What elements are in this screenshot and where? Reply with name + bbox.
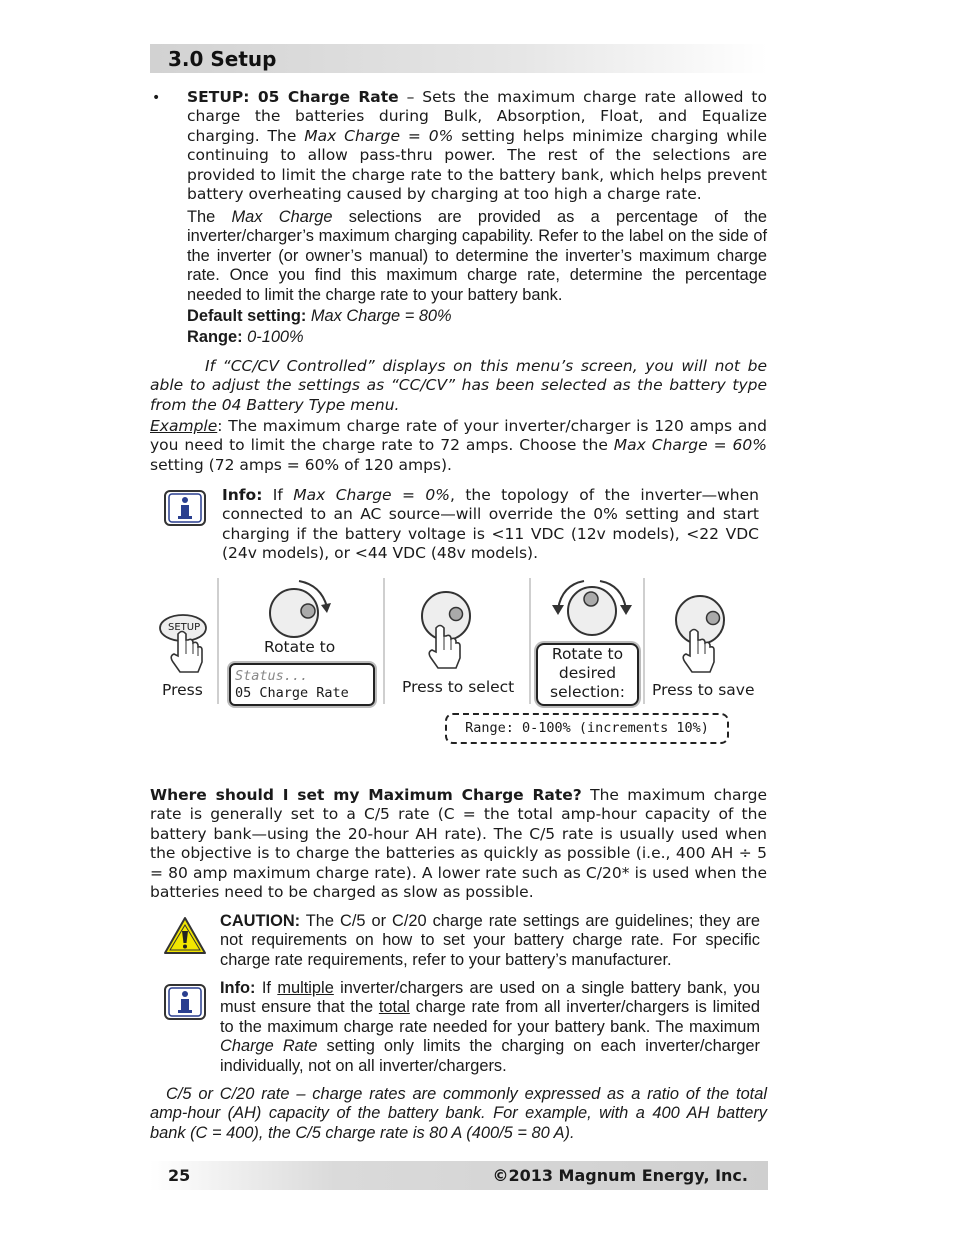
setup-item-paragraph-2: The Max Charge selections are provided as a percentage of the inverter/charger’s maximum charging capability. Refer to the label on the side of the inverter (or owner’s manual) to determine the inverter’s maximum charge rate. Once you find this maximum charge rate, determine the percentage needed to limit the charge rate to your battery bank. (187, 208, 767, 304)
lcd-line-1: Status... (235, 668, 309, 684)
example-paragraph: Example: The maximum charge rate of your inverter/charger is 120 amps and you need to limit the charge rate to 72 amps. Choose the Max Charge = 60% setting (72 amps = 60% of 120 amps). (150, 417, 767, 474)
info-note-2: Info: If multiple inverter/chargers are used on a single battery bank, you must ensure that the total charge rate from all inverter/chargers is limited to the maximum charge rate needed for your battery bank. The maximum Charge Rate setting only limits the charging on each inverter/charger individually, not on all inverter/chargers. (220, 979, 761, 1075)
setup-item-paragraph-1: SETUP: 05 Charge Rate – Sets the maximum charge rate allowed to charge the batteries during Bulk, Absorption, Float, and Equalize charging. The Max Charge = 0% setting helps minimize charging while continuing to allow pass-thru power. The rest of the selections are provided to limit the charge rate to the battery bank, which helps prevent battery overheating caused by charging at too high a charge rate. (187, 88, 767, 204)
range-setting: Range: 0-100% (187, 328, 304, 346)
knob-press-select-graphic (418, 590, 478, 678)
section-title: 3.0 Setup (168, 47, 277, 71)
page-footer (150, 1161, 768, 1190)
info-icon (163, 489, 207, 527)
caution-icon (162, 915, 208, 957)
divider (643, 578, 645, 704)
divider (529, 578, 531, 704)
setup-item-lead: SETUP: 05 Charge Rate (187, 88, 399, 106)
copyright: ©2013 Magnum Energy, Inc. (492, 1166, 748, 1185)
range-box: Range: 0-100% (increments 10%) (445, 713, 729, 744)
lcd-line-2: 05 Charge Rate (235, 685, 349, 701)
press-to-save-label: Press to save (652, 681, 755, 699)
lcd-display (229, 663, 375, 706)
info-icon (163, 983, 207, 1021)
setup-button-label: SETUP (168, 622, 201, 633)
page-number: 25 (168, 1166, 191, 1185)
where-paragraph: Where should I set my Maximum Charge Rate? The maximum charge rate is generally set to a C/5 rate (C = the total amp-hour capacity of the battery bank—using the 20-hour AH rate). The C/5 rate is usually used when the objective is to charge the batteries as quickly as possible (i.e., 400 AH ÷ 5 = 80 amp maximum charge rate). A lower rate such as C/20* is used when the batteries need to be charged as slow as possible. (150, 786, 767, 902)
default-setting: Default setting: Max Charge = 80% (187, 307, 452, 325)
press-to-select-label: Press to select (402, 678, 515, 696)
divider (217, 578, 219, 704)
control-knob-icon (265, 577, 335, 641)
rotate-to-label: Rotate to (264, 638, 336, 656)
section-header (150, 44, 768, 73)
knob-press-save-graphic (672, 594, 732, 682)
divider (383, 578, 385, 704)
footnote: C/5 or C/20 rate – charge rates are commonly expressed as a ratio of the total amp-hour (AH) capacity of the battery bank. For example, with a 400 AH battery bank (C = 400), the C/5 charge rate is 80 A (400/5 = 80 A). (150, 1085, 767, 1142)
info-note-1: Info: If Max Charge = 0%, the topology of the inverter—when connected to an AC source—will override the 0% setting and start charging if the battery voltage is <11 VDC (12v models), <22 VDC (24v models), or <44 VDC (48v models). (222, 486, 759, 563)
control-knob-icon (548, 575, 634, 643)
bullet: • (152, 90, 161, 106)
caution-note: CAUTION: The C/5 or C/20 charge rate settings are guidelines; they are not requirements on how to set your battery charge rate. For specific charge rate requirements, refer to your battery’s manufacturer. (220, 912, 760, 969)
cc-cv-note: If “CC/CV Controlled” displays on this menu’s screen, you will not be able to adjust the settings as “CC/CV” has been selected as the battery type from the 04 Battery Type menu. (150, 357, 767, 414)
selection-box: Rotate to desired selection: (536, 643, 639, 706)
press-label: Press (162, 681, 203, 699)
